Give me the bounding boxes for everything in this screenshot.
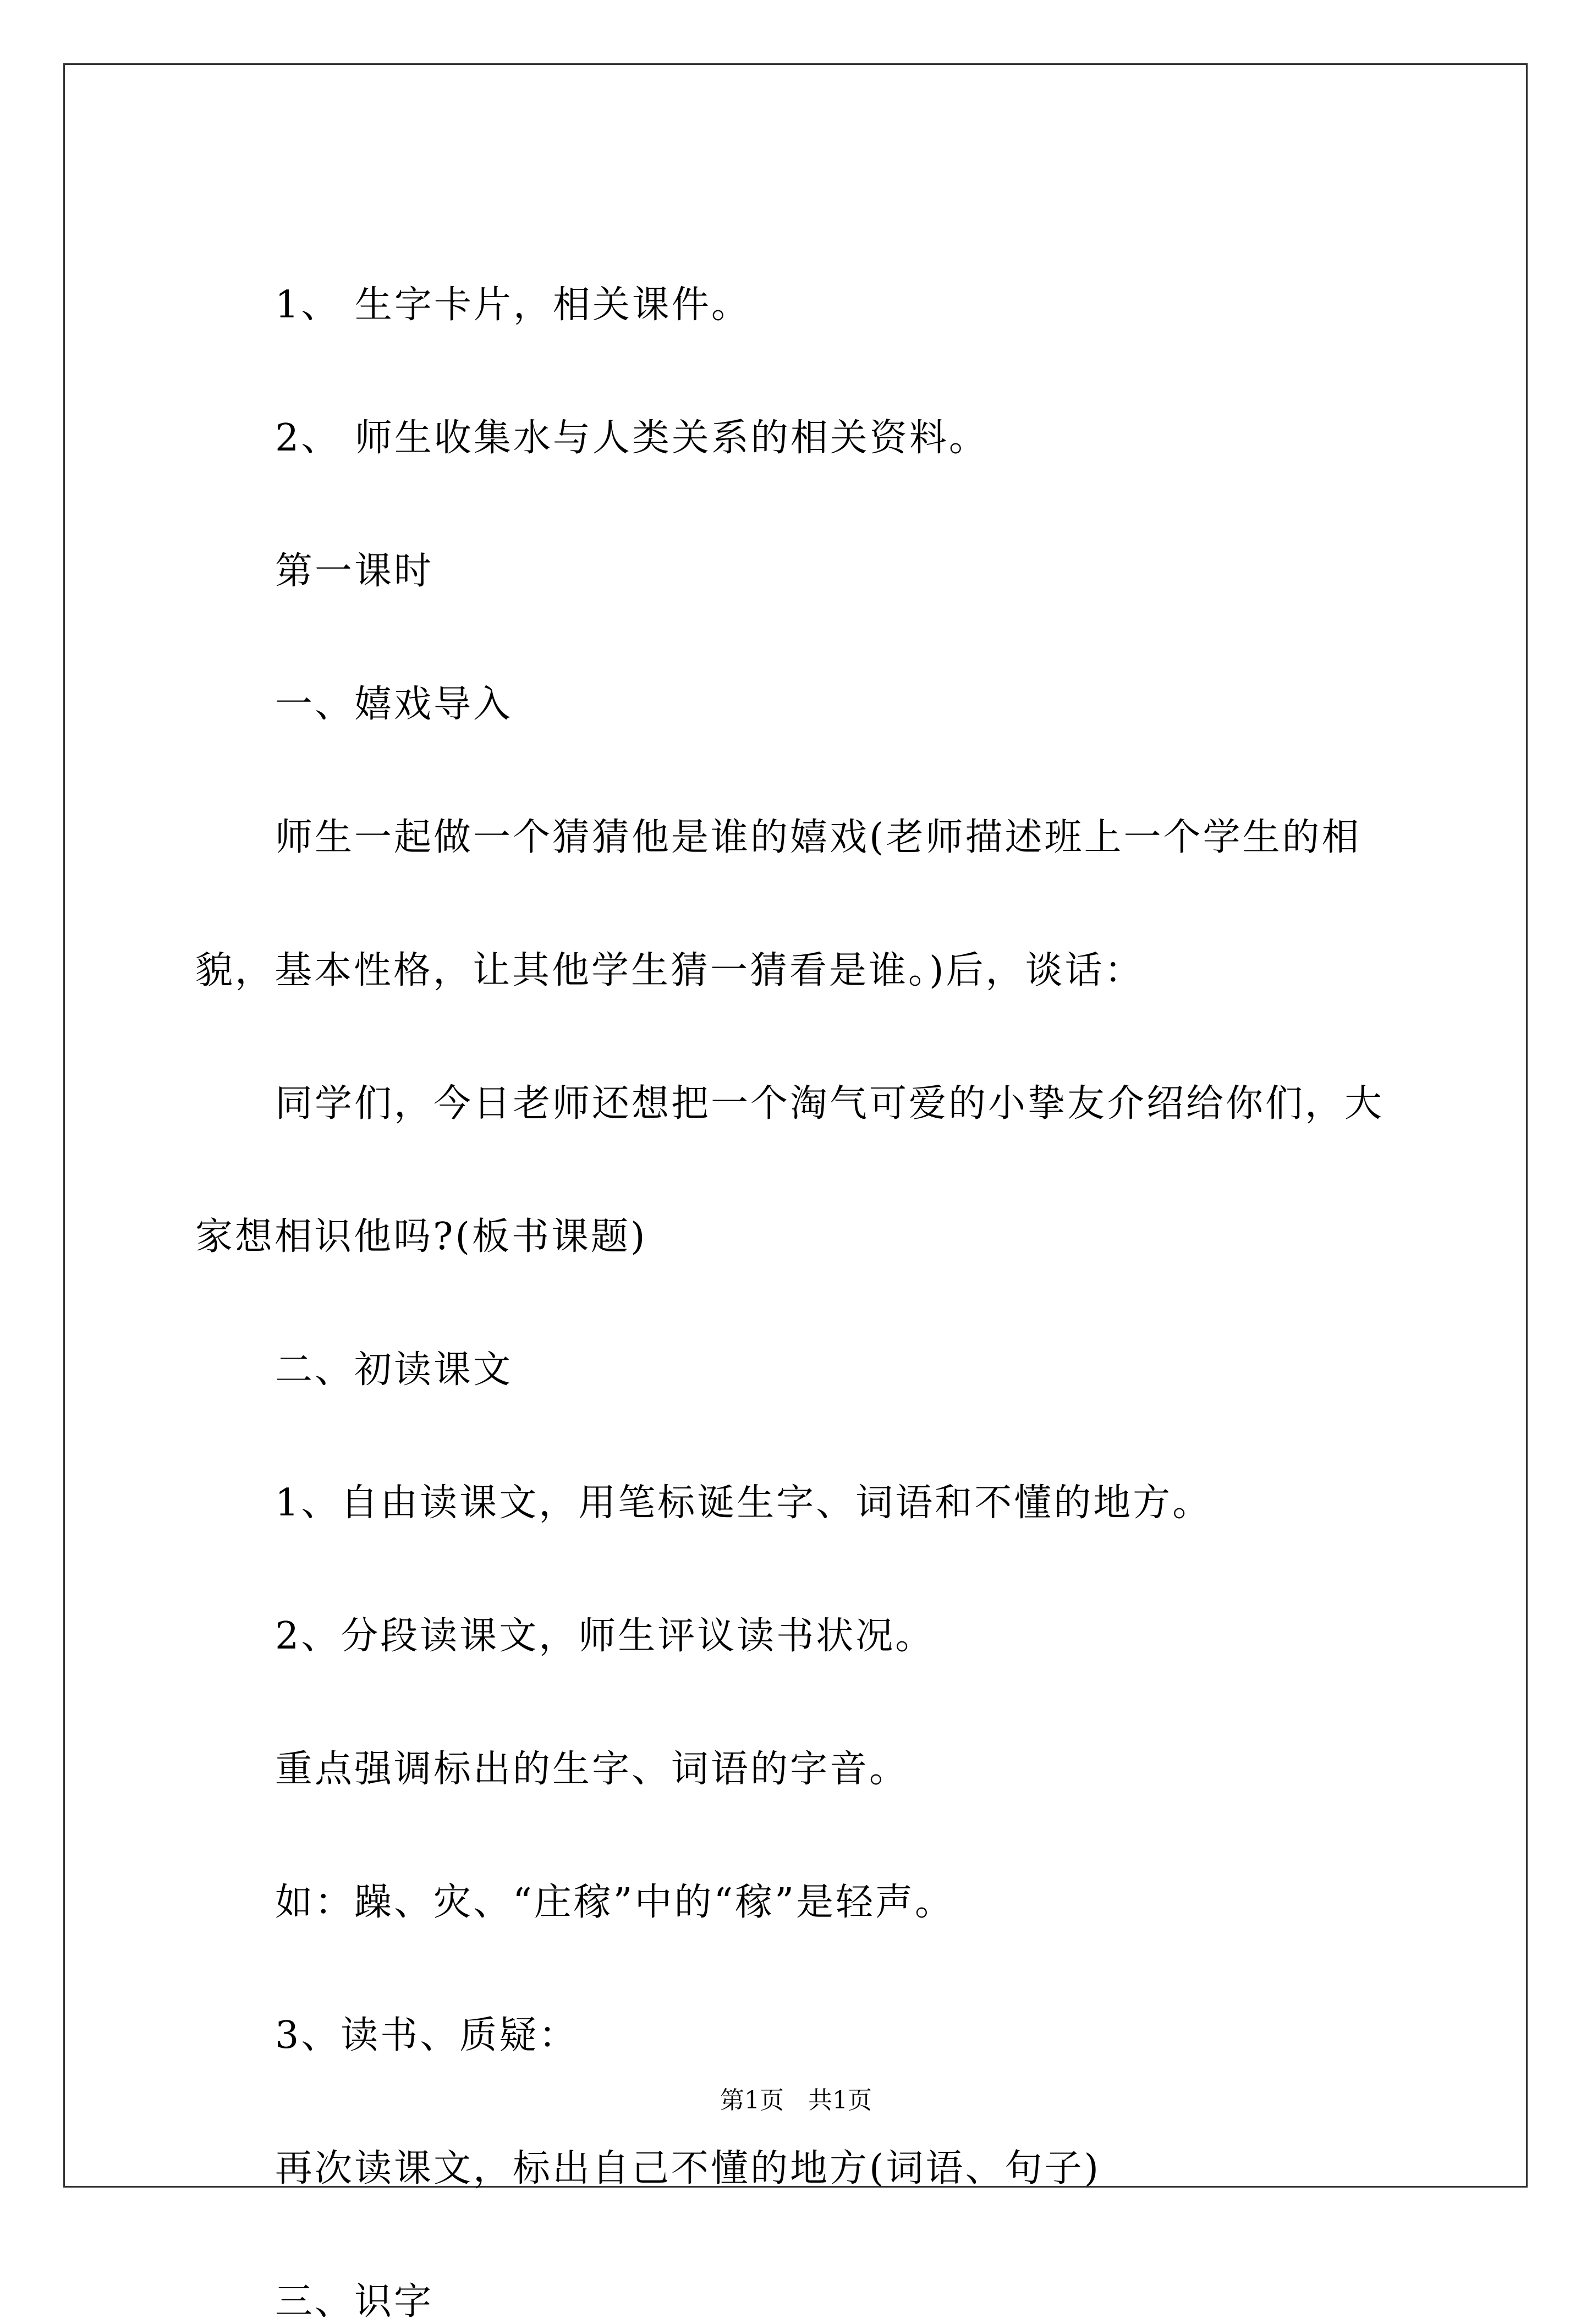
paragraph-reading-2: 2、分段读课文，师生评议读书状况。	[275, 1614, 935, 1658]
paragraph-example: 如：躁、灾、“庄稼”中的“稼”是轻声。	[275, 1881, 955, 1924]
paragraph-reread: 再次读课文，标出自己不懂的地方(词语、句子)	[275, 2147, 1101, 2190]
paragraph-materials-2: 2、 师生收集水与人类关系的相关资料。	[275, 416, 989, 460]
paragraph-reading-1: 1、自由读课文，用笔标诞生字、词语和不懂的地方。	[275, 1481, 1212, 1525]
paragraph-materials-1: 1、 生字卡片，相关课件。	[275, 283, 751, 327]
heading-literacy: 三、识字	[275, 2280, 434, 2323]
paragraph-game-line-2: 貌，基本性格，让其他学生猜一猜看是谁。)后，谈话：	[195, 949, 1144, 992]
heading-first-reading: 二、初读课文	[275, 1348, 513, 1392]
document-body	[195, 283, 1406, 2324]
page-footer: 第1页 共1页	[720, 2086, 872, 2114]
paragraph-reading-3: 3、读书、质疑：	[275, 2014, 579, 2057]
section-first-lesson: 第一课时	[275, 550, 434, 593]
heading-game-intro: 一、嬉戏导入	[275, 683, 513, 726]
paragraph-intro-line-2: 家想相识他吗?(板书课题)	[195, 1215, 647, 1259]
paragraph-emphasis: 重点强调标出的生字、词语的字音。	[275, 1748, 909, 1791]
paragraph-intro-line-1: 同学们，今日老师还想把一个淘气可爱的小挚友介绍给你们，大	[275, 1082, 1385, 1125]
paragraph-game-line-1: 师生一起做一个猜猜他是谁的嬉戏(老师描述班上一个学生的相	[275, 816, 1362, 859]
